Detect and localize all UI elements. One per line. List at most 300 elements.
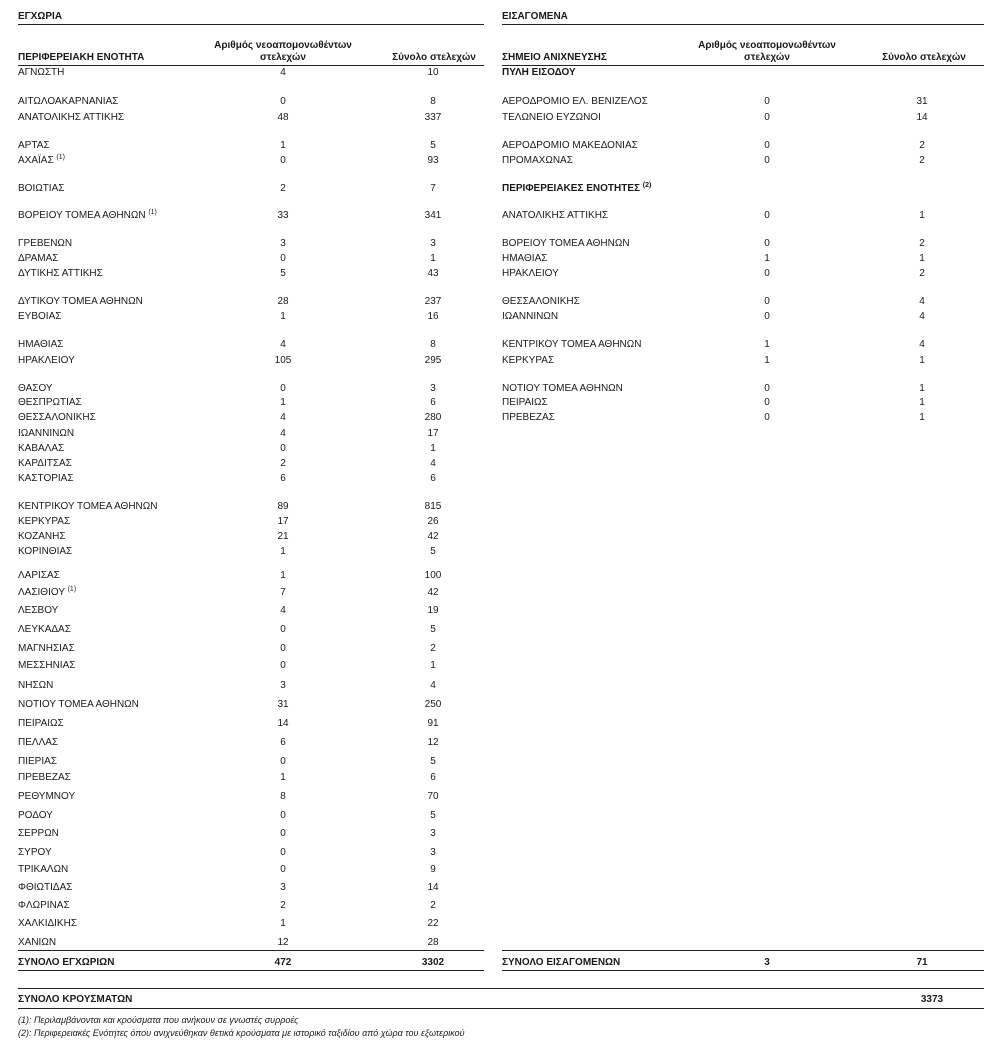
row-total-count: 91 [427, 718, 439, 729]
table-row [18, 473, 484, 486]
table-row [502, 112, 984, 125]
table-row [502, 140, 984, 153]
domestic-total-label: ΣΥΝΟΛΟ ΕΓΧΩΡΙΩΝ [18, 957, 115, 968]
row-total-count: 17 [427, 428, 439, 439]
table-row [18, 918, 484, 931]
row-new-count: 1 [280, 311, 286, 322]
row-new-count: 0 [280, 864, 286, 875]
imported-total-new: 3 [764, 957, 770, 968]
row-region-name: ΘΕΣΣΑΛΟΝΙΚΗΣ [502, 296, 580, 307]
row-region-name: ΠΥΛΗ ΕΙΣΟΔΟΥ [502, 67, 576, 78]
row-region [502, 253, 547, 264]
row-new-count: 3 [280, 238, 286, 249]
row-region [18, 643, 75, 654]
table-row [502, 183, 984, 196]
row-region [18, 67, 64, 78]
row-region [18, 756, 57, 767]
row-total-count: 70 [427, 791, 439, 802]
row-new-count: 48 [277, 112, 289, 123]
row-region-name: ΗΡΑΚΛΕΙΟΥ [18, 355, 75, 366]
row-region-name: ΚΑΒΑΛΑΣ [18, 443, 65, 454]
row-region-name: ΤΡΙΚΑΛΩΝ [18, 864, 69, 875]
row-region-name: ΠΕΛΛΑΣ [18, 737, 59, 748]
imported-col2-header-line1: Αριθμός νεοαπομονωθέντων [698, 40, 836, 51]
row-region-name: ΑΕΡΟΔΡΟΜΙΟ ΜΑΚΕΔΟΝΙΑΣ [502, 140, 638, 151]
row-total-count: 1 [430, 253, 436, 264]
row-new-count: 1 [280, 570, 286, 581]
row-total-count: 19 [427, 605, 439, 616]
imported-header-rule [502, 65, 984, 66]
footnote-1: (1): Περιλαμβάνονται και κρούσματα που ανήκουν σε γνωστές συρροές [18, 1015, 299, 1025]
table-row [502, 238, 984, 251]
grand-total-label: ΣΥΝΟΛΟ ΚΡΟΥΣΜΑΤΩΝ [18, 994, 133, 1005]
row-region-name: ΛΑΣΙΘΙΟΥ [18, 587, 65, 598]
row-total-count: 2 [430, 643, 436, 654]
table-row [18, 296, 484, 309]
row-total-count: 9 [430, 864, 436, 875]
row-total-count: 280 [424, 412, 442, 423]
domestic-col1-header: ΠΕΡΙΦΕΡΕΙΑΚΗ ΕΝΟΤΗΤΑ [18, 52, 145, 63]
row-total-count: 100 [424, 570, 442, 581]
row-total-count: 815 [424, 501, 442, 512]
row-region [18, 397, 82, 408]
row-new-count: 4 [280, 67, 286, 78]
table-row [502, 397, 984, 410]
table-row [18, 810, 484, 823]
row-total-count: 341 [424, 210, 442, 221]
row-region-name: ΡΟΔΟΥ [18, 810, 53, 821]
table-row [502, 268, 984, 281]
row-region-name: ΚΑΣΤΟΡΙΑΣ [18, 473, 74, 484]
row-total-count: 1 [919, 253, 925, 264]
row-total-count: 4 [919, 311, 925, 322]
row-total-count: 3 [430, 828, 436, 839]
row-total-count: 4 [919, 296, 925, 307]
table-row [18, 516, 484, 529]
table-row [18, 339, 484, 352]
row-region-name: ΣΕΡΡΩΝ [18, 828, 59, 839]
row-total-count: 93 [427, 155, 439, 166]
table-row [18, 428, 484, 441]
row-total-count: 10 [427, 67, 439, 78]
row-region [18, 238, 72, 249]
table-row [18, 501, 484, 514]
row-region [18, 587, 76, 598]
row-region-name: ΡΕΘΥΜΝΟΥ [18, 791, 76, 802]
grand-total-row [18, 988, 984, 1010]
imported-col2-header-line2: στελεχών [744, 52, 790, 63]
row-total-count: 5 [430, 756, 436, 767]
row-region [502, 140, 638, 151]
grand-total-top-rule [18, 988, 984, 989]
row-total-count: 3 [430, 238, 436, 249]
row-new-count: 7 [280, 587, 286, 598]
row-region-name: ΚΟΡΙΝΘΙΑΣ [18, 546, 73, 557]
row-new-count: 4 [280, 605, 286, 616]
row-region-name: ΗΜΑΘΙΑΣ [18, 339, 64, 350]
imported-total-all: 71 [916, 957, 928, 968]
row-new-count: 1 [280, 140, 286, 151]
row-new-count: 0 [764, 268, 770, 279]
domestic-col2-header-line2: στελεχών [260, 52, 306, 63]
row-footnote-marker: (1) [56, 154, 65, 161]
row-region [502, 238, 630, 249]
row-total-count: 1 [919, 397, 925, 408]
row-new-count: 1 [764, 339, 770, 350]
row-footnote-marker: (2) [642, 182, 652, 189]
table-row [18, 443, 484, 456]
row-total-count: 1 [919, 412, 925, 423]
row-region-name: ΣΥΡΟΥ [18, 847, 52, 858]
row-region-name: ΚΕΡΚΥΡΑΣ [18, 516, 71, 527]
row-region [18, 791, 75, 802]
row-region [18, 864, 68, 875]
table-row [18, 183, 484, 196]
row-new-count: 0 [280, 253, 286, 264]
row-total-count: 1 [919, 355, 925, 366]
row-region [18, 699, 139, 710]
row-new-count: 0 [280, 828, 286, 839]
domestic-col3-header: Σύνολο στελεχών [392, 52, 476, 63]
row-region-name: ΠΕΡΙΦΕΡΕΙΑΚΕΣ ΕΝΟΤΗΤΕΣ [502, 183, 641, 194]
row-region [502, 339, 641, 350]
row-new-count: 2 [280, 183, 286, 194]
row-total-count: 8 [430, 96, 436, 107]
imported-title-rule [502, 24, 984, 25]
row-region [18, 828, 59, 839]
row-total-count: 6 [430, 397, 436, 408]
imported-total-top-rule [502, 950, 984, 951]
row-new-count: 6 [280, 737, 286, 748]
row-region [18, 570, 60, 581]
row-new-count: 0 [764, 112, 770, 123]
imported-table [502, 0, 984, 975]
row-region-name: ΒΟΡΕΙΟΥ ΤΟΜΕΑ ΑΘΗΝΩΝ [18, 210, 146, 221]
grand-total-line [18, 994, 984, 1007]
table-row [18, 238, 484, 251]
row-region [18, 253, 58, 264]
table-row [18, 268, 484, 281]
row-region [18, 937, 56, 948]
row-region-name: ΘΑΣΟΥ [18, 383, 53, 394]
row-new-count: 0 [280, 155, 286, 166]
row-total-count: 2 [919, 155, 925, 166]
row-total-count: 8 [430, 339, 436, 350]
row-total-count: 2 [919, 268, 925, 279]
row-region-name: ΠΡΟΜΑΧΩΝΑΣ [502, 155, 573, 166]
row-total-count: 4 [430, 458, 436, 469]
row-total-count: 5 [430, 624, 436, 635]
row-region [18, 624, 71, 635]
row-new-count: 1 [280, 546, 286, 557]
row-region-name: ΛΑΡΙΣΑΣ [18, 570, 60, 581]
row-region-name: ΝΗΣΩΝ [18, 680, 54, 691]
row-total-count: 42 [427, 531, 439, 542]
footnote-2: (2): Περιφερειακές Ενότητες όπου ανιχνεύθηκαν θετικά κρούσματα με ιστορικό ταξιδίου από χώρα του εξωτερικού [18, 1028, 465, 1038]
table-row [18, 546, 484, 559]
row-region-name: ΧΑΝΙΩΝ [18, 937, 57, 948]
row-new-count: 89 [277, 501, 289, 512]
row-region-name: ΓΡΕΒΕΝΩΝ [18, 238, 73, 249]
row-new-count: 0 [280, 643, 286, 654]
row-new-count: 3 [280, 882, 286, 893]
domestic-col2-header-line1: Αριθμός νεοαπομονωθέντων [214, 40, 352, 51]
row-region-name: ΗΡΑΚΛΕΙΟΥ [502, 268, 559, 279]
row-region-name: ΠΡΕΒΕΖΑΣ [18, 772, 71, 783]
row-total-count: 43 [427, 268, 439, 279]
row-new-count: 0 [764, 155, 770, 166]
row-region [18, 428, 74, 439]
row-total-count: 14 [916, 112, 928, 123]
row-footnote-marker: (1) [67, 586, 77, 593]
row-region [18, 680, 53, 691]
row-region-name: ΧΑΛΚΙΔΙΚΗΣ [18, 918, 77, 929]
domestic-total-top-rule [18, 950, 484, 951]
row-region [18, 718, 64, 729]
table-row [18, 311, 484, 324]
imported-total-bottom-rule [502, 970, 984, 971]
table-row [502, 311, 984, 324]
row-total-count: 295 [424, 355, 442, 366]
row-region [502, 96, 648, 107]
row-new-count: 0 [764, 238, 770, 249]
row-region-name: ΑΕΡΟΔΡΟΜΙΟ ΕΛ. ΒΕΝΙΖΕΛΟΣ [502, 96, 648, 107]
table-row [18, 210, 484, 223]
row-total-count: 1 [919, 383, 925, 394]
row-region [502, 268, 559, 279]
domestic-total-new: 472 [274, 957, 292, 968]
row-new-count: 0 [764, 96, 770, 107]
row-new-count: 3 [280, 680, 286, 691]
row-new-count: 0 [280, 847, 286, 858]
imported-title: ΕΙΣΑΓΟΜΕΝΑ [502, 11, 568, 22]
row-region [18, 810, 53, 821]
row-total-count: 3 [430, 383, 436, 394]
row-new-count: 4 [280, 412, 286, 423]
table-row [18, 587, 484, 600]
table-row [18, 397, 484, 410]
row-region-name: ΔΥΤΙΚΟΥ ΤΟΜΕΑ ΑΘΗΝΩΝ [18, 296, 143, 307]
table-row [18, 660, 484, 673]
row-region [18, 473, 74, 484]
row-region [18, 882, 72, 893]
row-total-count: 4 [430, 680, 436, 691]
table-row [502, 96, 984, 109]
row-total-count: 1 [430, 660, 436, 671]
row-new-count: 0 [280, 624, 286, 635]
table-row [18, 718, 484, 731]
table-row [18, 772, 484, 785]
row-total-count: 31 [916, 96, 928, 107]
row-region [502, 412, 555, 423]
table-row [18, 882, 484, 895]
row-total-count: 6 [430, 473, 436, 484]
domestic-col2-header [198, 40, 368, 64]
table-row [18, 605, 484, 618]
row-region-name: ΤΕΛΩΝΕΙΟ ΕΥΖΩΝΟΙ [502, 112, 601, 123]
domestic-title-rule [18, 24, 484, 25]
table-row [18, 624, 484, 637]
row-total-count: 1 [430, 443, 436, 454]
row-new-count: 0 [280, 756, 286, 767]
domestic-total-row [18, 957, 484, 970]
row-region-name: ΑΡΤΑΣ [18, 140, 50, 151]
row-region-name: ΛΕΣΒΟΥ [18, 605, 59, 616]
table-row [18, 937, 484, 950]
table-row [502, 67, 984, 80]
row-region [18, 311, 61, 322]
row-region-name: ΑΝΑΤΟΛΙΚΗΣ ΑΤΤΙΚΗΣ [502, 210, 609, 221]
row-new-count: 1 [280, 397, 286, 408]
row-region-name: ΘΕΣΣΑΛΟΝΙΚΗΣ [18, 412, 96, 423]
row-region [18, 847, 52, 858]
table-row [18, 900, 484, 913]
row-region-name: ΠΡΕΒΕΖΑΣ [502, 412, 555, 423]
row-region-name: ΕΥΒΟΙΑΣ [18, 311, 62, 322]
row-region [18, 918, 77, 929]
row-new-count: 2 [280, 458, 286, 469]
table-row [502, 339, 984, 352]
row-region-name: ΦΘΙΩΤΙΔΑΣ [18, 882, 73, 893]
domestic-total-bottom-rule [18, 970, 484, 971]
row-new-count: 17 [277, 516, 289, 527]
table-row [18, 112, 484, 125]
table-row [18, 756, 484, 769]
row-total-count: 2 [919, 238, 925, 249]
table-row [502, 253, 984, 266]
row-total-count: 5 [430, 546, 436, 557]
row-new-count: 0 [280, 96, 286, 107]
row-total-count: 28 [427, 937, 439, 948]
row-new-count: 8 [280, 791, 286, 802]
row-region [502, 155, 573, 166]
domestic-header-rule [18, 65, 484, 66]
row-region-name: ΝΟΤΙΟΥ ΤΟΜΕΑ ΑΘΗΝΩΝ [502, 383, 623, 394]
row-region-name: ΑΧΑΪΑΣ [18, 155, 54, 166]
row-region-name: ΠΙΕΡΙΑΣ [18, 756, 57, 767]
row-region [502, 210, 608, 221]
row-region [18, 605, 58, 616]
row-total-count: 6 [430, 772, 436, 783]
row-region-name: ΚΕΝΤΡΙΚΟΥ ΤΟΜΕΑ ΑΘΗΝΩΝ [18, 501, 158, 512]
row-new-count: 0 [764, 296, 770, 307]
row-region [18, 155, 65, 166]
row-region [18, 516, 70, 527]
imported-total-row [502, 957, 984, 970]
table-row [502, 412, 984, 425]
row-total-count: 5 [430, 810, 436, 821]
row-new-count: 0 [280, 810, 286, 821]
row-new-count: 33 [277, 210, 289, 221]
row-region [18, 355, 75, 366]
table-row [502, 296, 984, 309]
row-region-name: ΒΟΡΕΙΟΥ ΤΟΜΕΑ ΑΘΗΝΩΝ [502, 238, 630, 249]
table-row [502, 210, 984, 223]
table-row [18, 96, 484, 109]
row-total-count: 1 [919, 210, 925, 221]
row-region [18, 443, 64, 454]
row-new-count: 5 [280, 268, 286, 279]
row-new-count: 0 [764, 210, 770, 221]
row-region [18, 900, 70, 911]
row-new-count: 1 [764, 253, 770, 264]
table-row [18, 643, 484, 656]
row-region-name: ΔΡΑΜΑΣ [18, 253, 59, 264]
table-row [18, 140, 484, 153]
row-region [18, 268, 103, 279]
domestic-table [18, 0, 484, 975]
row-region-name: ΗΜΑΘΙΑΣ [502, 253, 548, 264]
row-region [502, 183, 651, 194]
row-region [18, 501, 157, 512]
table-row [18, 67, 484, 80]
row-new-count: 4 [280, 428, 286, 439]
row-footnote-marker: (1) [148, 209, 157, 216]
table-row [18, 699, 484, 712]
row-region [502, 383, 623, 394]
row-new-count: 21 [277, 531, 289, 542]
row-region [18, 210, 157, 221]
table-row [18, 864, 484, 877]
row-region [502, 296, 580, 307]
row-region [18, 660, 75, 671]
row-region [18, 112, 124, 123]
row-region [18, 772, 71, 783]
row-region [18, 296, 143, 307]
imported-total-label: ΣΥΝΟΛΟ ΕΙΣΑΓΟΜΕΝΩΝ [502, 957, 621, 968]
row-new-count: 1 [280, 772, 286, 783]
row-region [18, 339, 63, 350]
row-region [18, 546, 72, 557]
table-row [18, 570, 484, 583]
row-region-name: ΔΥΤΙΚΗΣ ΑΤΤΙΚΗΣ [18, 268, 103, 279]
row-total-count: 7 [430, 183, 436, 194]
table-row [18, 828, 484, 841]
row-new-count: 12 [277, 937, 289, 948]
row-region [502, 311, 558, 322]
table-row [18, 383, 484, 396]
row-region-name: ΙΩΑΝΝΙΝΩΝ [18, 428, 75, 439]
row-new-count: 0 [764, 311, 770, 322]
row-new-count: 0 [280, 383, 286, 394]
row-region [18, 737, 58, 748]
row-total-count: 250 [424, 699, 442, 710]
table-row [18, 737, 484, 750]
table-row [18, 531, 484, 544]
row-new-count: 0 [280, 443, 286, 454]
row-region-name: ΑΙΤΩΛΟΑΚΑΡΝΑΝΙΑΣ [18, 96, 119, 107]
domestic-total-all: 3302 [421, 957, 445, 968]
row-total-count: 42 [427, 587, 439, 598]
table-row [502, 355, 984, 368]
row-region-name: ΙΩΑΝΝΙΝΩΝ [502, 311, 559, 322]
row-new-count: 28 [277, 296, 289, 307]
row-region-name: ΚΕΡΚΥΡΑΣ [502, 355, 555, 366]
row-region [18, 96, 118, 107]
table-row [502, 155, 984, 168]
row-region [502, 355, 554, 366]
row-total-count: 22 [427, 918, 439, 929]
row-new-count: 0 [764, 397, 770, 408]
row-region [18, 531, 66, 542]
row-total-count: 5 [430, 140, 436, 151]
row-new-count: 14 [277, 718, 289, 729]
row-new-count: 1 [280, 918, 286, 929]
row-region-name: ΜΕΣΣΗΝΙΑΣ [18, 660, 76, 671]
table-row [18, 355, 484, 368]
table-row [502, 383, 984, 396]
row-new-count: 0 [764, 383, 770, 394]
